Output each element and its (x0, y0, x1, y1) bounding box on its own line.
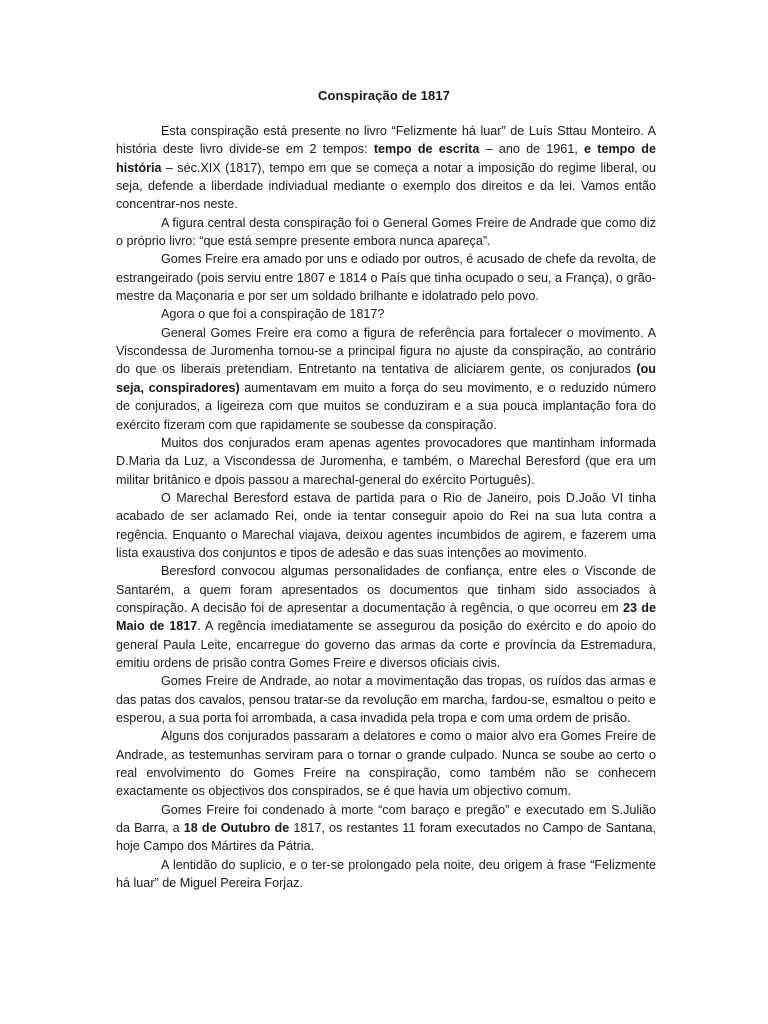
bold-text: (ou seja, conspiradores) (116, 362, 656, 395)
text-run: Gomes Freire foi condenado à morte “com baraço e pregão” e executado em S.Julião da Barra, a (116, 802, 656, 836)
text-run: Agora o que foi a conspiração de 1817? (161, 307, 385, 322)
text-run: – séc.XIX (1817), tempo em que se começa a notar a imposição do regime liberal, ou seja, defende a liberdade indiviadual mediante o exemplo dos direitos e da lei. Vamos então concentrar-nos neste. (116, 160, 656, 212)
text-run: Muitos dos conjurados eram apenas agentes provocadores que mantinham informada D.Maria da Luz, a Viscondessa de Juromenha, e também, o Marechal Beresford (que era um militar britânico e dpois passou a marechal-general do exército Português). (116, 435, 656, 487)
paragraph (116, 434, 656, 489)
text-run: aumentavam em muito a força do seu movimento, e o reduzido número de conjurados, a ligeireza com que muitos se conduziram e a sua pouca implantação fora do exército fizeram com que rapidamente se soubesse da conspiração. (116, 380, 656, 432)
paragraph (116, 122, 656, 214)
paragraph (116, 672, 656, 727)
document-body (116, 122, 656, 892)
paragraph (116, 562, 656, 672)
text-run: Alguns dos conjurados passaram a delatores e como o maior alvo era Gomes Freire de Andrade, as testemunhas serviram para o tornar o grande culpado. Nunca se soube ao certo o real envolvimento do Gomes Freire na conspiração, como também não se conhecem exactamente os objectivos dos conspirados, se é que havia um objectivo comum. (116, 729, 656, 799)
text-run: Gomes Freire de Andrade, ao notar a movimentação das tropas, os ruídos das armas e das patas dos cavalos, pensou tratar-se da revolução em marcha, fardou-se, esmaltou o peito e esperou, a sua porta foi arrombada, a casa invadida pela tropa e com uma ordem de prisão. (116, 674, 656, 725)
paragraph (116, 214, 656, 251)
bold-text: e tempo de história (116, 142, 656, 175)
text-run: – ano de 1961, (479, 142, 585, 157)
bold-text: 23 de Maio de 1817 (116, 600, 656, 634)
text-run: . A regência imediatamente se assegurou da posição do exército e do apoio do general Paula Leite, encarregue do governo das armas da corte e província da Estremadura, emitiu ordens de prisão contra Gomes Freire e diversos oficiais civis. (116, 619, 656, 670)
text-run: Esta conspiração está presente no livro “Felizmente há luar” de Luís Sttau Monteiro. A história deste livro divide-se em 2 tempos: (116, 124, 656, 157)
text-run: A lentidão do suplicio, e o ter-se prolongado pela noite, deu origem à frase “Felizmente há luar” de Miguel Pereira Forjaz. (116, 857, 656, 891)
paragraph (116, 305, 656, 323)
text-run: Beresford convocou algumas personalidades de confiança, entre eles o Visconde de Santarém, a quem foram apresentados os documentos que tinham sido associados à conspiração. A decisão foi de apresentar a documentação à regência, o que ocorreu em (116, 564, 656, 615)
bold-text: tempo de escrita (373, 142, 480, 157)
text-run: O Marechal Beresford estava de partida para o Rio de Janeiro, pois D.João VI tinha acabado de ser aclamado Rei, onde ia tentar conseguir apoio do Rei na sua luta contra a regência. Enquanto o Marechal viajava, deixou agentes incumbidos de agirem, e fazerem uma lista exaustiva dos conjuntos e tipos de adesão e das suas intenções ao movimento. (116, 490, 656, 560)
paragraph (116, 727, 656, 800)
text-run: Gomes Freire era amado por uns e odiado por outros, é acusado de chefe da revolta, de estrangeirado (pois serviu entre 1807 e 1814 o País que tinha ocupado o seu, a França), o grão-mestre da Maçonaria e por ser um soldado brilhante e idolatrado pelo povo. (116, 252, 656, 304)
paragraph (116, 856, 656, 893)
paragraph (116, 324, 656, 434)
text-run: General Gomes Freire era como a figura de referência para fortalecer o movimento. A Viscondessa de Juromenha tornou-se a principal figura no ajuste da conspiração, ao contrário do que os liberais pretendiam. Entretanto na tentativa de aliciarem gente, os conjurados (116, 325, 656, 377)
paragraph (116, 489, 656, 562)
text-run: 1817, os restantes 11 foram executados no Campo de Santana, hoje Campo dos Mártires da Pátria. (116, 821, 656, 854)
text-run: A figura central desta conspiração foi o General Gomes Freire de Andrade que como diz o próprio livro: “que está sempre presente embora nunca apareça”. (116, 215, 656, 249)
bold-text: 18 de Outubro de (183, 821, 290, 836)
paragraph (116, 250, 656, 305)
paragraph (116, 801, 656, 856)
document-title: Conspiração de 1817 (318, 88, 450, 103)
